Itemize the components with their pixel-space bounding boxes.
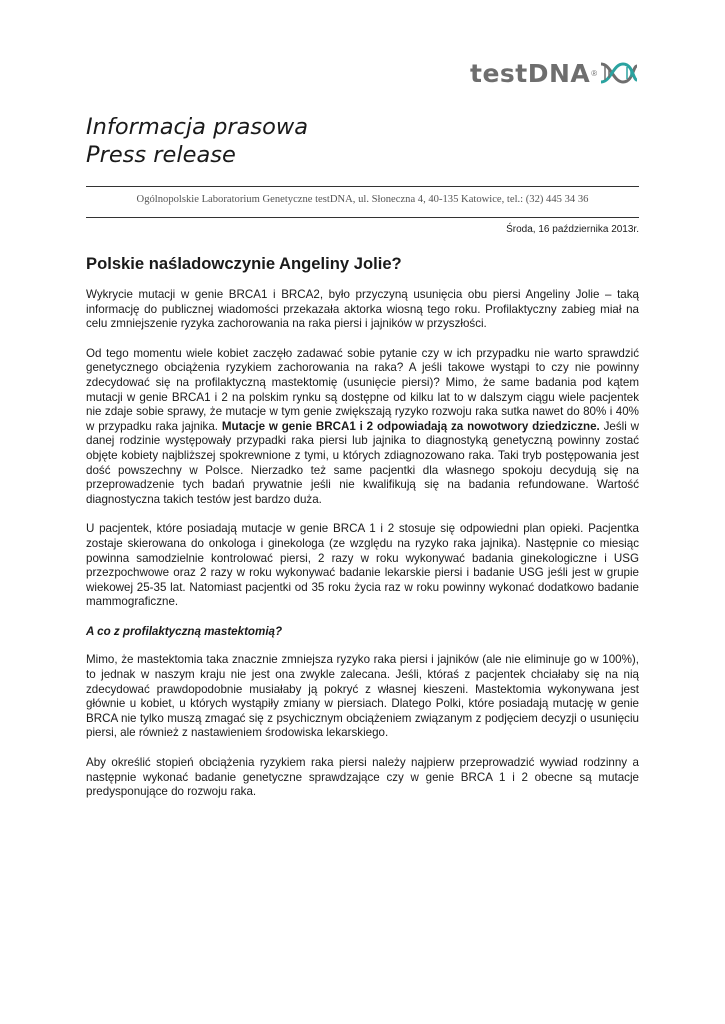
paragraph-testing-text-b: Jeśli w danej rodzinie występowały przypadki raka piersi lub jajnika to diagnostyką genetyczną powinny zostać objęte kobiety najbliższej spokrewnione z tymi, u których zdiagnozowano raka. Taki tryb postępowania jest dość powszechny w Polsce. Nierzadko też same pacjentki dla własnego spokoju decydują się na przeprowadzenie tych badań prywatnie jeśli nie kwalifikują się na badania refundowane. Wartość diagnostyczna takich testów jest bardzo duża. <box>86 419 639 506</box>
top-divider <box>86 186 639 187</box>
bottom-divider <box>86 217 639 218</box>
logo-registered-mark: ® <box>591 68 598 78</box>
dna-helix-icon <box>599 60 639 86</box>
paragraph-testing <box>86 347 639 508</box>
release-date: Środa, 16 października 2013r. <box>506 224 639 235</box>
paragraph-care-plan: U pacjentek, które posiadają mutacje w genie BRCA 1 i 2 stosuje się odpowiedni plan opieki. Pacjentka zostaje skierowana do onkologa i ginekologa (ze względu na ryzyko raka jajnika). Następnie co miesiąc powinna samodzielnie kontrolować piersi, 2 razy w roku wykonywać badania ginekologiczne i USG przezpochwowe oraz 2 razy w roku wykonywać badanie lekarskie piersi i badanie USG jeśli jest w grupie wiekowej 25-35 lat. Natomiast pacjentki od 35 roku życia raz w roku powinny wykonać dodatkowo badanie mammograficzne. <box>86 522 639 609</box>
lab-address: Ogólnopolskie Laboratorium Genetyczne testDNA, ul. Słoneczna 4, 40-135 Katowice, tel.: (32) 445 34 36 <box>136 194 589 205</box>
subheading-mastectomy: A co z profilaktyczną mastektomią? <box>86 624 283 638</box>
paragraph-conclusion: Aby określić stopień obciążenia ryzykiem raka piersi należy najpierw przeprowadzić wywiad rodzinny a następnie wykonać badanie genetyczne sprawdzające czy w genie BRCA 1 i 2 obecne są mutacje predysponujące do rozwoju raka. <box>86 756 639 799</box>
testdna-logo <box>470 56 640 90</box>
paragraph-testing-text-a: Od tego momentu wiele kobiet zaczęło zadawać sobie pytanie czy w ich przypadku nie warto sprawdzić genetycznego obciążenia ryzykiem zachorowania na raka? A jeśli takowe wystąpi to czy nie powinny zdecydować się na profilaktyczną mastektomię (usunięcie piersi)? Mimo, że same badania pod kątem mutacji w genie BRCA1 i 2 na polskim rynku są dostępne od kilku lat to w dalszym ciągu wiele pacjentek nie zdaje sobie sprawy, że mutacje w tym genie zwiększają ryzyko rozwoju raka sutka nawet do 80% i 40% w przypadku raka jajnika. <box>86 346 639 433</box>
paragraph-mastectomy: Mimo, że mastektomia taka znacznie zmniejsza ryzyko raka piersi i jajników (ale nie eliminuje go w 100%), to jednak w naszym kraju nie jest ona zwykle zalecana. Jeśli, któraś z pacjentek chciałaby się na nią zdecydować prawdopodobnie musiałaby ją pokryć z własnej kieszeni. Mastektomia wykonywana jest głównie u kobiet, u których wystąpiły zmiany w piersiach. Dlatego Polki, które posiadają mutację w genie BRCA nie tylko muszą zmagać się z psychicznym obciążeniem związanym z podjęciem decyzji o usunięciu piersi, ale również z nastawieniem środowiska lekarskiego. <box>86 653 639 740</box>
paragraph-testing-bold: Mutacje w genie BRCA1 i 2 odpowiadają za nowotwory dziedziczne. <box>221 419 600 433</box>
heading-polish: Informacja prasowa <box>86 114 309 140</box>
article-title: Polskie naśladowczynie Angeliny Jolie? <box>86 254 402 273</box>
heading-english: Press release <box>86 142 236 168</box>
press-release-heading <box>86 113 308 169</box>
paragraph-intro: Wykrycie mutacji w genie BRCA1 i BRCA2, było przyczyną usunięcia obu piersi Angeliny Jolie – taką informację do publicznej wiadomości przekazała aktorka wiosną tego roku. Profilaktyczny zabieg miał na celu zmniejszenie ryzyka zachorowania na raka piersi i jajników w przyszłości. <box>86 288 639 331</box>
logo-wordmark: testDNA <box>470 58 591 88</box>
article-body <box>86 288 639 815</box>
